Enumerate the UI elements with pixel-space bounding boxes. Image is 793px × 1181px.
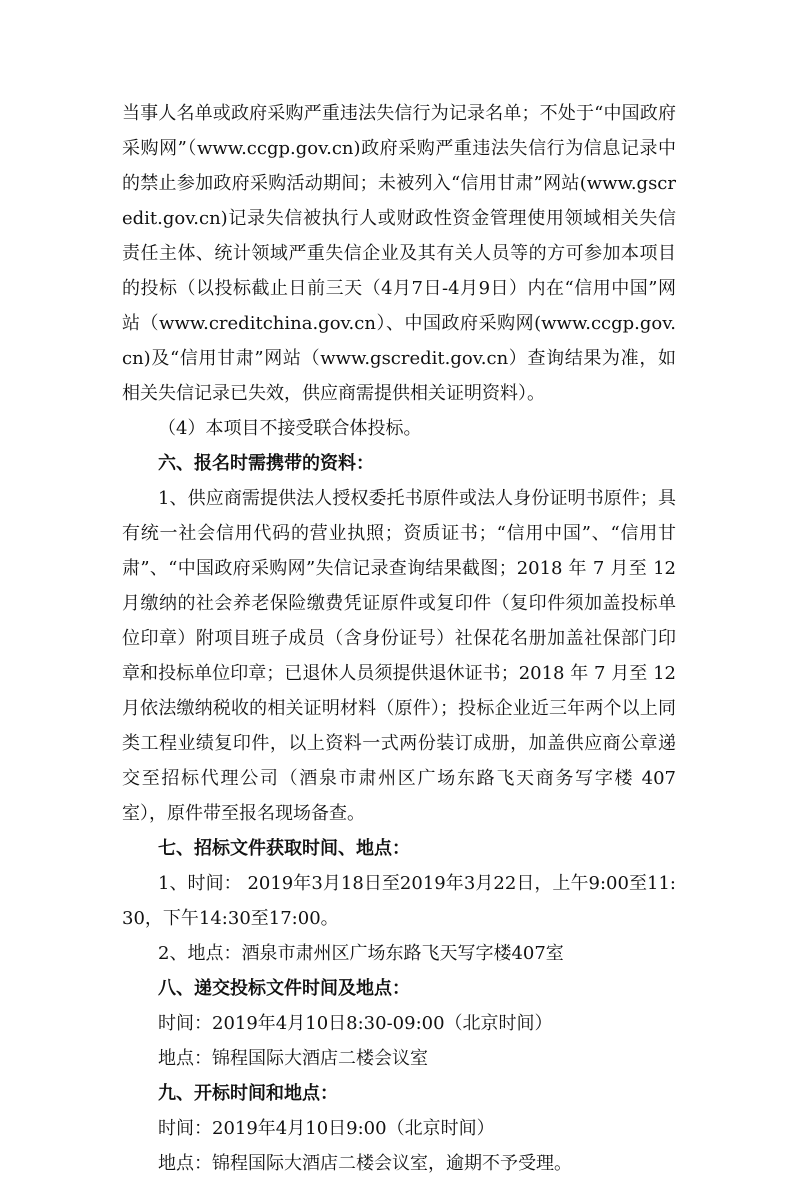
paragraph-opening-time: 时间：2019年4月10日9:00（北京时间） — [158, 1118, 495, 1139]
section-heading-registration-materials: 六、报名时需携带的资料： — [158, 453, 374, 474]
section-heading-bid-submission: 八、递交投标文件时间及地点： — [158, 978, 410, 999]
paragraph-eligibility-continued: 当事人名单或政府采购严重违法失信行为记录名单；不处于“中国政府采购网”（www.ccgp.gov.cn)政府采购严重违法失信行为信息记录中的禁止参加政府采购活动期间；未被列入“信用甘肃”网站(www.gscredit.gov.cn)记录失信被执行人或财政性资金管理使用领域相关失信责任主体、统计领域严重失信企业及其有关人员等的方可参加本项目的投标（以投标截止日前三天（4月7日-4月9日）内在“信用中国”网站（www.creditchina.gov.cn）、中国政府采购网(www.ccgp.gov.cn)及“信用甘肃”网站（www.gscredit.gov.cn）查询结果为准，如相关失信记录已失效，供应商需提供相关证明资料）。 — [122, 103, 676, 404]
paragraph-submission-location: 地点：锦程国际大酒店二楼会议室 — [158, 1048, 428, 1069]
section-heading-document-acquisition: 七、招标文件获取时间、地点： — [158, 838, 410, 859]
paragraph-no-consortium: （4）本项目不接受联合体投标。 — [158, 418, 422, 439]
paragraph-opening-location: 地点：锦程国际大酒店二楼会议室，逾期不予受理。 — [158, 1153, 572, 1174]
paragraph-submission-time: 时间：2019年4月10日8:30-09:00（北京时间） — [158, 1013, 553, 1034]
paragraph-acquisition-time: 1、时间： 2019年3月18日至2019年3月22日，上午9:00至11:30，下午14:30至17:00。 — [122, 873, 676, 929]
document-body — [122, 96, 676, 1181]
paragraph-acquisition-location: 2、地点：酒泉市肃州区广场东路飞天写字楼407室 — [158, 943, 564, 964]
section-heading-bid-opening: 九、开标时间和地点： — [158, 1083, 338, 1104]
paragraph-registration-materials: 1、供应商需提供法人授权委托书原件或法人身份证明书原件；具有统一社会信用代码的营业执照；资质证书；“信用中国”、“信用甘肃”、“中国政府采购网”失信记录查询结果截图；2018 年 7 月至 12 月缴纳的社会养老保险缴费凭证原件或复印件（复印件须加盖投标单位印章）附项目班子成员（含身份证号）社保花名册加盖社保部门印章和投标单位印章；已退休人员须提供退休证书；2018 年 7 月至 12 月依法缴纳税收的相关证明材料（原件）；投标企业近三年两个以上同类工程业绩复印件，以上资料一式两份装订成册，加盖供应商公章递交至招标代理公司（酒泉市肃州区广场东路飞天商务写字楼 407 室），原件带至报名现场备查。 — [122, 488, 676, 824]
